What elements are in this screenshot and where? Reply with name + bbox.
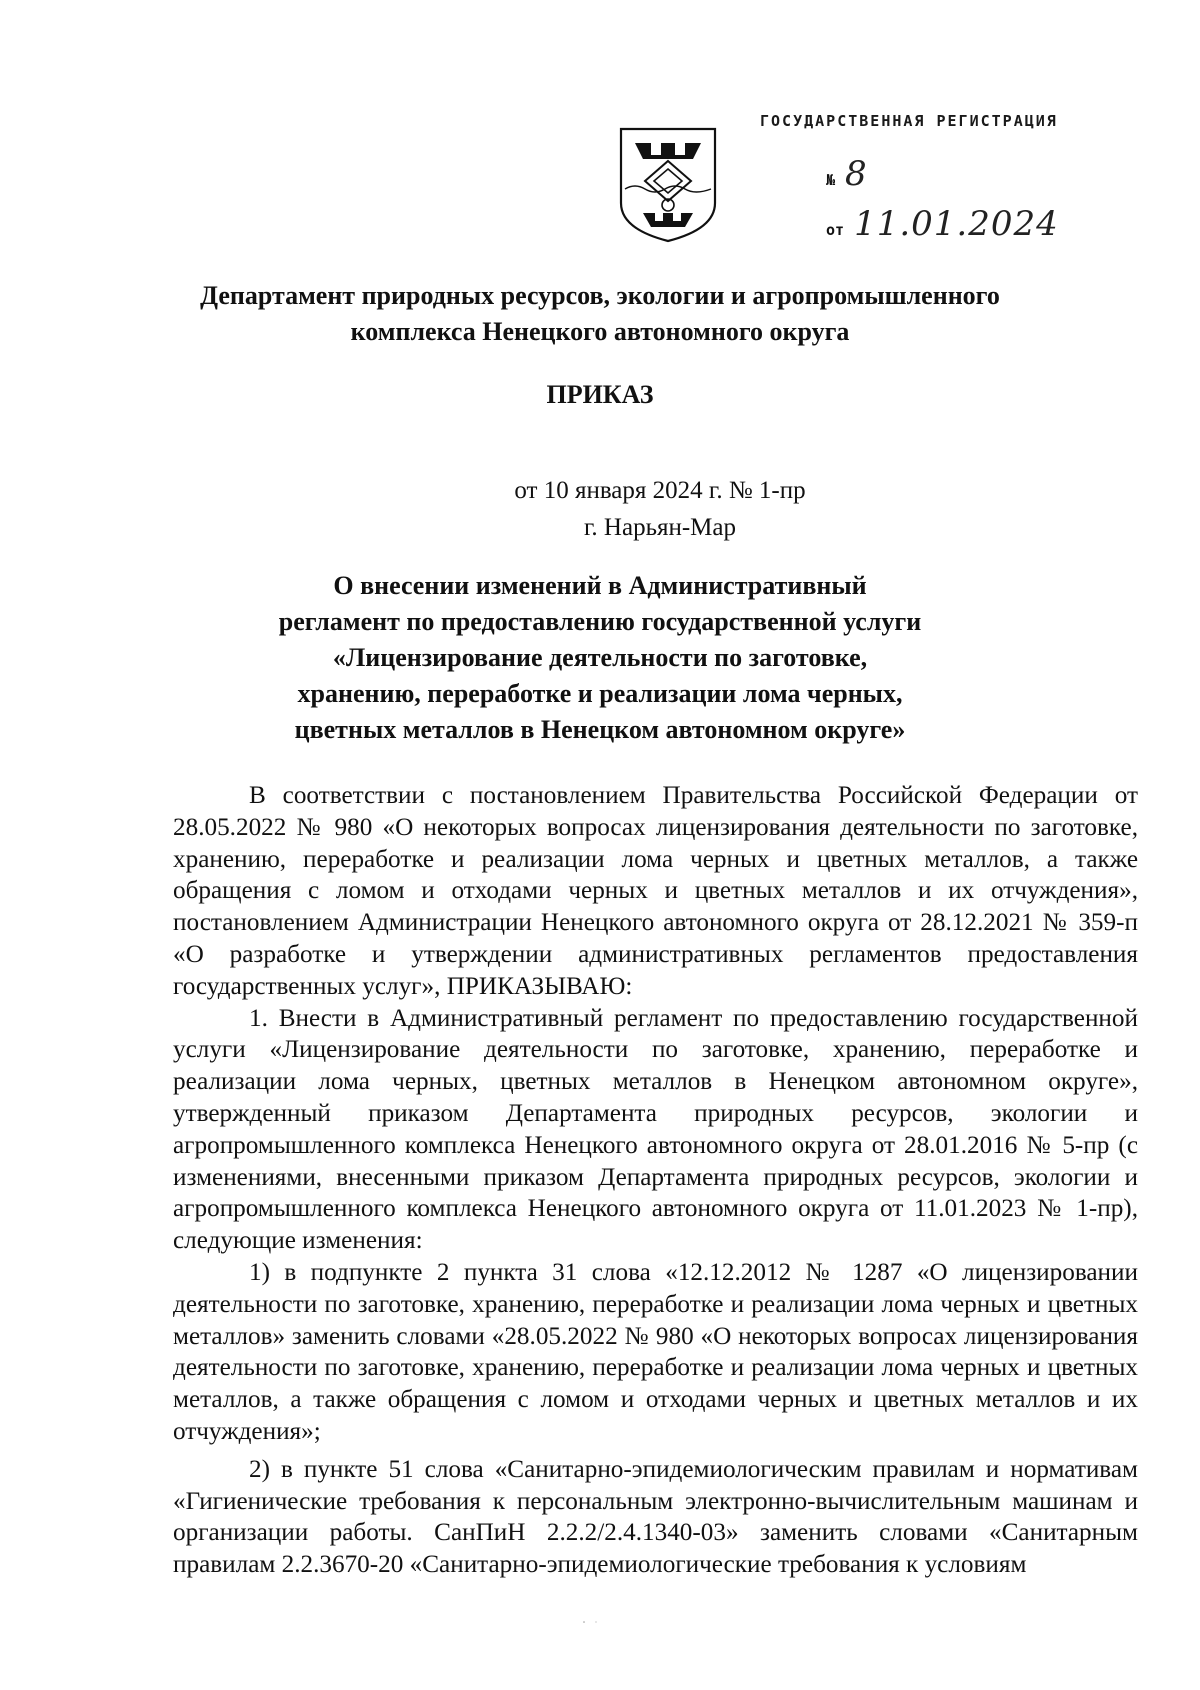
document-subject (30, 568, 1170, 748)
document-body (173, 780, 1138, 1581)
department-line-2: комплекса Ненецкого автономного округа (350, 317, 850, 346)
city: г. Нарьян-Мар (583, 514, 736, 541)
document-type: ПРИКАЗ (546, 380, 654, 409)
subject-line-4: хранению, переработке и реализации лома черных, (297, 679, 903, 708)
subpoint-1-paragraph: 1) в подпункте 2 пункта 31 слова «12.12.2012 № 1287 «О лицензировании деятельности по заготовке, хранению, переработке и реализации лома черных и цветных металлов» заменить словами «28.05.2022 № 980 «О некоторых вопросах лицензирования деятельности по заготовке, хранению, переработке и реализации лома черных и цветных металлов, а также обращения с ломом и отходами черных и цветных металлов и их отчуждения»; (173, 1258, 1138, 1445)
stamp-date-line (826, 204, 1059, 244)
stamp-date-label: от (826, 221, 845, 239)
scan-speck-decoration (580, 1620, 620, 1624)
stamp-number-label: № (826, 171, 836, 189)
stamp-title: ГОСУДАРСТВЕННАЯ РЕГИСТРАЦИЯ (760, 112, 1058, 130)
subpoint-2-paragraph: 2) в пункте 51 слова «Санитарно-эпидемиологическим правилам и нормативам «Гигиенические требования к персональным электронно-вычислительным машинам и организации работы. СанПиН 2.2.2/2.4.1340-03» заменить словами «Санитарным правилам 2.2.3670-20 «Санитарно-эпидемиологические требования к условиям (173, 1455, 1138, 1579)
subject-line-2: регламент по предоставлению государственной услуги (278, 607, 922, 636)
date-number: от 10 января 2024 г. № 1-пр (514, 477, 806, 504)
stamp-number-value: 8 (845, 154, 868, 194)
stamp-number-line (826, 154, 868, 194)
point-1-paragraph: 1. Внести в Административный регламент по предоставлению государственной услуги «Лицензирование деятельности по заготовке, хранению, переработке и реализации лома черных, цветных металлов в Ненецком автономном округе», утвержденный приказом Департамента природных ресурсов, экологии и агропромышленного комплекса Ненецкого автономного округа от 28.01.2016 № 5-пр (с изменениями, внесенными приказом Департамента природных ресурсов, экологии и агропромышленного комплекса Ненецкого автономного округа от 11.01.2023 № 1-пр), следующие изменения: (173, 1004, 1138, 1255)
department-title (0, 278, 1200, 350)
preamble-paragraph: В соответствии с постановлением Правительства Российской Федерации от 28.05.2022 № 980 «О некоторых вопросах лицензирования деятельности по заготовке, хранению, переработке и реализации лома черных и цветных металлов, а также обращения с ломом и отходами черных и цветных металлов и их отчуждения», постановлением Администрации Ненецкого автономного округа от 28.12.2021 № 359-п «О разработке и утверждении административных регламентов предоставления государственных услуг», ПРИКАЗЫВАЮ: (173, 782, 1138, 1000)
subject-line-1: О внесении изменений в Административный (333, 571, 867, 600)
subject-line-5: цветных металлов в Ненецком автономном округе» (294, 715, 906, 744)
stamp-date-value: 11.01.2024 (854, 204, 1059, 244)
subject-line-3: «Лицензирование деятельности по заготовке, (332, 643, 868, 672)
document-meta (330, 472, 990, 546)
department-line-1: Департамент природных ресурсов, экологии и агропромышленного (200, 281, 1000, 310)
coat-of-arms-icon (613, 125, 723, 245)
